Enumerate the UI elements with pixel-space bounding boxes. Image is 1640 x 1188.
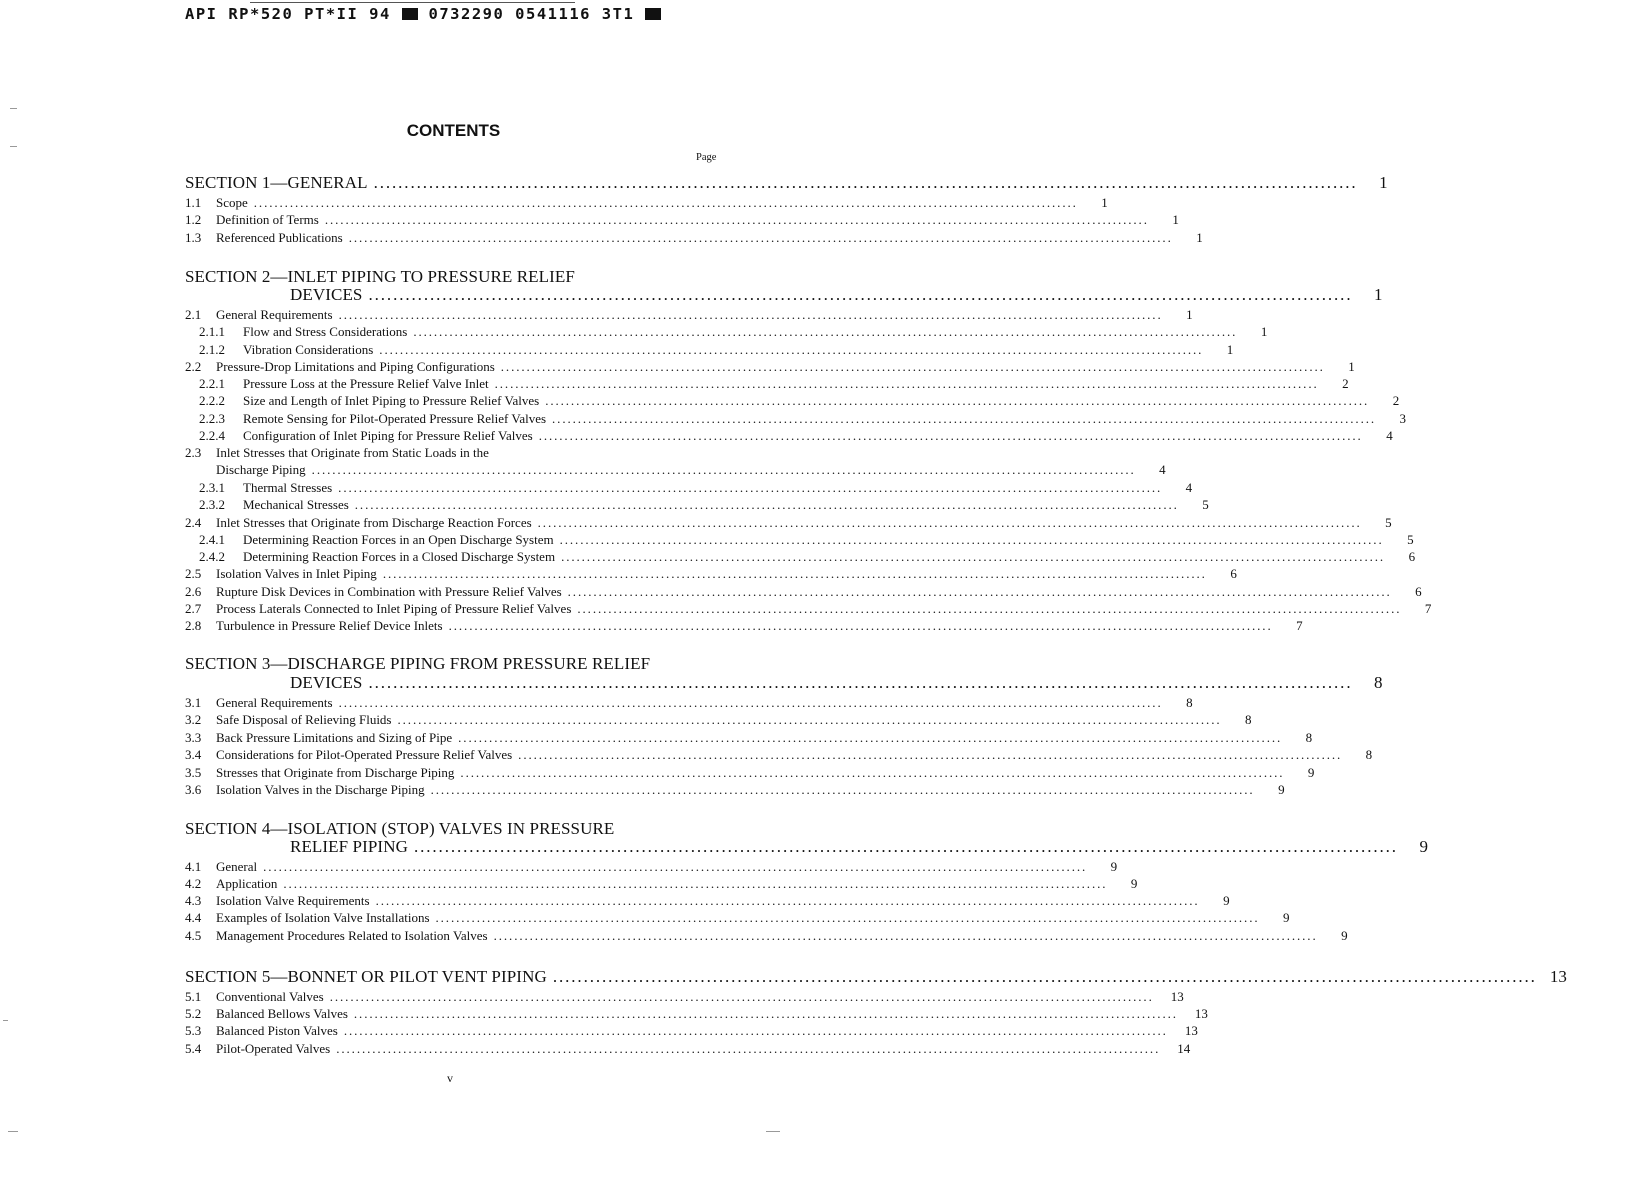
- toc-entry-page: 4: [1185, 480, 1193, 495]
- toc-entry-label: Management Procedures Related to Isolation Valves: [216, 928, 488, 943]
- toc-dot-leader: ................................................................................................................................................................: [336, 1041, 1161, 1056]
- toc-entry-label: Isolation Valves in Inlet Piping: [216, 566, 377, 581]
- page-number: v: [447, 1071, 453, 1085]
- toc-entry-page: 2: [1392, 393, 1400, 408]
- toc-dot-leader: ................................................................................................................................................................: [552, 411, 1377, 426]
- toc-entry-page: 13: [1184, 1023, 1198, 1038]
- toc-entry-number: 2.2.2: [199, 393, 225, 408]
- toc-entry: [185, 600, 1432, 617]
- toc-entry-label: Examples of Isolation Valve Installations: [216, 910, 430, 925]
- toc-dot-leader: ................................................................................................................................................................: [448, 618, 1273, 633]
- toc-entry-number: 2.1.1: [199, 324, 225, 339]
- toc-entry: [185, 892, 1230, 909]
- toc-entry: [185, 729, 1313, 746]
- toc-entry-number: 4.1: [185, 859, 202, 874]
- toc-dot-leader: ................................................................................................................................................................: [500, 359, 1325, 374]
- toc-entry-label: Definition of Terms: [216, 212, 319, 227]
- toc-entry-label: Thermal Stresses: [243, 480, 333, 495]
- toc-entry-number: 1.2: [185, 212, 202, 227]
- toc-dot-leader: ................................................................................................................................................................: [577, 601, 1402, 616]
- toc-entry-page: 9: [1307, 765, 1315, 780]
- toc-dot-leader: ................................................................................................................................................................: [263, 859, 1088, 874]
- scan-mark: [766, 1131, 780, 1132]
- toc-entry: [185, 392, 1400, 409]
- toc-entry: [185, 565, 1237, 582]
- toc-entry-label: Remote Sensing for Pilot-Operated Pressure Relief Valves: [243, 411, 547, 426]
- toc-entry-label: Referenced Publications: [216, 230, 343, 245]
- toc-entry-page: 1: [1172, 212, 1179, 227]
- toc-entry-number: 2.7: [185, 601, 202, 616]
- toc-entry-number: 2.5: [185, 566, 202, 581]
- toc-entry-page: 2: [1342, 376, 1349, 391]
- toc-entry-label: Balanced Piston Valves: [216, 1023, 338, 1038]
- toc-dot-leader: ................................................................................................................................................................: [397, 712, 1222, 727]
- toc-entry-label: SECTION 2—INLET PIPING TO PRESSURE RELIEF: [185, 267, 575, 286]
- toc-dot-leader: ................................................................................................................................................................: [311, 462, 1136, 477]
- toc-entry-number: 2.3.2: [199, 497, 225, 512]
- toc-entry-page: 8: [1373, 673, 1383, 692]
- toc-entry-page: 1: [1186, 307, 1193, 322]
- toc-entry-label: Application: [216, 876, 278, 891]
- toc-entry-number: 4.3: [185, 893, 202, 908]
- toc-entry-page: 1: [1379, 173, 1388, 192]
- toc-entry: [185, 548, 1416, 565]
- toc-entry: [185, 427, 1393, 444]
- toc-entry-page: 13: [1549, 967, 1567, 986]
- toc-entry: [185, 583, 1422, 600]
- toc-entry-label: Mechanical Stresses: [243, 497, 349, 512]
- toc-entry-page: 13: [1170, 989, 1184, 1004]
- toc-entry-page: 7: [1296, 618, 1303, 633]
- toc-entry-page: 9: [1341, 928, 1348, 943]
- toc-dot-leader: ................................................................................................................................................................: [435, 910, 1260, 925]
- toc-dot-leader: ................................................................................................................................................................: [283, 876, 1108, 891]
- toc-entry-page: 9: [1278, 782, 1285, 797]
- toc-entry-number: 5.3: [185, 1023, 202, 1038]
- toc-entry: [185, 211, 1179, 228]
- toc-entry-number: 2.1: [185, 307, 202, 322]
- toc-entry-number: 3.5: [185, 765, 202, 780]
- toc-entry: [185, 479, 1193, 496]
- toc-entry: [185, 819, 720, 839]
- toc-entry-label: Considerations for Pilot-Operated Pressure Relief Valves: [216, 747, 513, 762]
- toc-entry: [185, 858, 1118, 875]
- toc-entry-number: 2.2.1: [199, 376, 225, 391]
- toc-dot-leader: ................................................................................................................................................................: [338, 480, 1163, 495]
- scan-mark: [8, 1131, 18, 1132]
- toc-dot-leader: ................................................................................................................................................................: [253, 195, 1078, 210]
- toc-entry-page: 1: [1101, 195, 1108, 210]
- toc-entry-number: 2.4: [185, 515, 202, 530]
- page-title: CONTENTS: [406, 121, 501, 140]
- scan-mark: [10, 146, 17, 147]
- toc-dot-leader: ................................................................................................................................................................: [538, 428, 1363, 443]
- toc-dot-leader: ................................................................................................................................................................: [354, 497, 1179, 512]
- toc-entry: [185, 229, 1203, 246]
- toc-dot-leader: ................................................................................................................................................................: [494, 376, 1319, 391]
- toc-entry-number: 2.6: [185, 584, 202, 599]
- toc-dot-leader: ................................................................................................................................................................: [382, 566, 1207, 581]
- toc-entry-number: 5.2: [185, 1006, 202, 1021]
- toc-entry-label: Discharge Piping: [216, 462, 306, 477]
- toc-entry: [185, 837, 1428, 857]
- toc-entry-page: 6: [1415, 584, 1422, 599]
- toc-dot-leader: ................................................................................................................................................................: [545, 393, 1370, 408]
- toc-entry-number: 3.4: [185, 747, 202, 762]
- toc-entry-label: Balanced Bellows Valves: [216, 1006, 348, 1021]
- toc-entry-label: SECTION 1—GENERAL: [185, 173, 368, 192]
- toc-entry: [185, 673, 1383, 693]
- toc-entry: [185, 781, 1285, 798]
- toc-dot-leader: ................................................................................................................................................................: [559, 532, 1384, 547]
- toc-entry-label: Scope: [216, 195, 248, 210]
- toc-dot-leader: ................................................................................................................................................................: [561, 549, 1386, 564]
- toc-entry: [185, 496, 1209, 513]
- toc-entry-number: 3.3: [185, 730, 202, 745]
- toc-entry-label: Configuration of Inlet Piping for Pressure Relief Valves: [243, 428, 533, 443]
- toc-entry-label: Inlet Stresses that Originate from Discharge Reaction Forces: [216, 515, 532, 530]
- toc-entry-page: 6: [1408, 549, 1416, 564]
- toc-dot-leader: ................................................................................................................................................................: [324, 212, 1149, 227]
- toc-entry: [185, 173, 1388, 193]
- toc-entry: [185, 444, 720, 461]
- toc-entry: [185, 194, 1108, 211]
- toc-entry-page: 7: [1424, 601, 1432, 616]
- toc-dot-leader: ................................................................................................................................................................: [379, 342, 1204, 357]
- toc-entry-page: 1: [1226, 342, 1234, 357]
- toc-entry: [185, 358, 1355, 375]
- toc-entry-page: 9: [1419, 837, 1428, 856]
- toc-entry-page: 8: [1186, 695, 1193, 710]
- toc-entry-label: RELIEF PIPING: [290, 837, 408, 856]
- toc-entry: [185, 461, 1166, 478]
- toc-entry-page: 8: [1365, 747, 1373, 762]
- toc-entry-label: Stresses that Originate from Discharge Piping: [216, 765, 455, 780]
- toc-entry-label: General Requirements: [216, 307, 333, 322]
- toc-entry-label: SECTION 3—DISCHARGE PIPING FROM PRESSURE RELIEF: [185, 654, 651, 673]
- toc-entry: [185, 267, 720, 287]
- toc-entry: [185, 764, 1315, 781]
- toc-entry: [185, 285, 1383, 305]
- toc-entry-page: 3: [1399, 411, 1407, 426]
- toc-entry-label: Vibration Considerations: [243, 342, 374, 357]
- toc-entry-page: 5: [1385, 515, 1392, 530]
- toc-entry: [185, 617, 1303, 634]
- toc-entry-label: General Requirements: [216, 695, 333, 710]
- page-column-label: Page: [696, 152, 717, 163]
- toc-dot-leader: ................................................................................................................................................................: [338, 307, 1163, 322]
- toc-entry-number: 2.8: [185, 618, 202, 633]
- toc-entry-page: 13: [1194, 1006, 1208, 1021]
- toc-entry-page: 4: [1159, 462, 1166, 477]
- toc-entry-number: 2.2.3: [199, 411, 225, 426]
- toc-entry-label: Pilot-Operated Valves: [216, 1041, 331, 1056]
- toc-entry-label: Process Laterals Connected to Inlet Piping of Pressure Relief Valves: [216, 601, 572, 616]
- toc-entry: [185, 746, 1373, 763]
- toc-entry-page: 9: [1110, 859, 1118, 874]
- toc-entry-number: 4.5: [185, 928, 202, 943]
- toc-entry-page: 14: [1177, 1041, 1191, 1056]
- toc-entry-number: 2.1.2: [199, 342, 225, 357]
- header-numbers: 0732290 0541116 3T1: [428, 5, 635, 23]
- toc-entry-page: 9: [1130, 876, 1138, 891]
- toc-entry-page: 5: [1202, 497, 1209, 512]
- toc-entry: [185, 875, 1138, 892]
- toc-dot-leader: ................................................................................................................................................................: [353, 1006, 1178, 1021]
- toc-entry: [185, 711, 1252, 728]
- toc-dot-leader: ................................................................................................................................................................: [343, 1023, 1168, 1038]
- toc-entry-label: DEVICES: [290, 285, 363, 304]
- toc-entry-page: 1: [1260, 324, 1268, 339]
- toc-entry-label: Pressure Loss at the Pressure Relief Valve Inlet: [243, 376, 489, 391]
- toc-entry-number: 2.2.4: [199, 428, 225, 443]
- toc-entry-page: 8: [1245, 712, 1252, 727]
- toc-entry-label: Determining Reaction Forces in an Open Discharge System: [243, 532, 554, 547]
- toc-entry-number: 1.3: [185, 230, 202, 245]
- header-block-mark: [645, 8, 661, 20]
- toc-dot-leader: ................................................................................................................................................................: [460, 765, 1285, 780]
- toc-entry-page: 9: [1283, 910, 1290, 925]
- toc-dot-leader: ................................................................................................................................................................: [537, 515, 1362, 530]
- toc-entry-label: Rupture Disk Devices in Combination with Pressure Relief Valves: [216, 584, 562, 599]
- toc-entry: [185, 694, 1193, 711]
- toc-entry-label: Safe Disposal of Relieving Fluids: [216, 712, 392, 727]
- toc-dot-leader: ................................................................................................................................................................: [373, 173, 1358, 192]
- header-block-mark: [402, 8, 418, 20]
- toc-dot-leader: ................................................................................................................................................................: [552, 967, 1537, 986]
- toc-entry-label: DEVICES: [290, 673, 363, 692]
- toc-entry-number: 2.2: [185, 359, 202, 374]
- header-rule: [250, 2, 575, 3]
- toc-dot-leader: ................................................................................................................................................................: [348, 230, 1173, 245]
- toc-entry-label: Inlet Stresses that Originate from Static Loads in the: [216, 445, 489, 460]
- toc-entry-page: 1: [1196, 230, 1203, 245]
- toc-entry: [185, 1022, 1198, 1039]
- toc-entry-label: General: [216, 859, 258, 874]
- scan-mark: [10, 108, 17, 109]
- toc-entry-number: 3.2: [185, 712, 202, 727]
- toc-entry-page: 9: [1223, 893, 1230, 908]
- toc-entry-number: 3.6: [185, 782, 202, 797]
- header-code: API RP*520 PT*II 94: [185, 5, 391, 23]
- toc-entry: [185, 306, 1193, 323]
- toc-dot-leader: ................................................................................................................................................................: [368, 673, 1353, 692]
- document-header: [185, 5, 661, 23]
- toc-dot-leader: ................................................................................................................................................................: [493, 928, 1318, 943]
- toc-entry-label: SECTION 5—BONNET OR PILOT VENT PIPING: [185, 967, 547, 986]
- scan-mark: [3, 1020, 8, 1021]
- toc-entry-label: Isolation Valves in the Discharge Piping: [216, 782, 425, 797]
- toc-entry-label: Determining Reaction Forces in a Closed Discharge System: [243, 549, 556, 564]
- toc-entry: [185, 1040, 1191, 1057]
- toc-entry: [185, 323, 1268, 340]
- toc-entry-number: 2.3: [185, 445, 202, 460]
- toc-entry-label: Back Pressure Limitations and Sizing of Pipe: [216, 730, 453, 745]
- toc-entry-page: 1: [1373, 285, 1383, 304]
- toc-dot-leader: ................................................................................................................................................................: [430, 782, 1255, 797]
- toc-entry-label: Pressure-Drop Limitations and Piping Configurations: [216, 359, 495, 374]
- toc-entry-number: 3.1: [185, 695, 202, 710]
- toc-entry: [185, 341, 1234, 358]
- toc-dot-leader: ................................................................................................................................................................: [413, 324, 1238, 339]
- toc-entry-label: SECTION 4—ISOLATION (STOP) VALVES IN PRESSURE: [185, 819, 615, 838]
- toc-entry-number: 4.4: [185, 910, 202, 925]
- toc-dot-leader: ................................................................................................................................................................: [458, 730, 1283, 745]
- toc-entry: [185, 410, 1407, 427]
- toc-entry: [185, 514, 1392, 531]
- toc-entry-number: 1.1: [185, 195, 202, 210]
- toc-entry-number: 2.3.1: [199, 480, 225, 495]
- toc-entry-label: Flow and Stress Considerations: [243, 324, 408, 339]
- toc-dot-leader: ................................................................................................................................................................: [375, 893, 1200, 908]
- toc-entry-number: 2.4.2: [199, 549, 225, 564]
- toc-dot-leader: ................................................................................................................................................................: [368, 285, 1353, 304]
- toc-entry-label: Size and Length of Inlet Piping to Pressure Relief Valves: [243, 393, 540, 408]
- toc-entry-number: 4.2: [185, 876, 202, 891]
- toc-dot-leader: ................................................................................................................................................................: [413, 837, 1398, 856]
- toc-entry: [185, 1005, 1208, 1022]
- toc-entry: [185, 375, 1349, 392]
- toc-entry: [185, 654, 720, 674]
- toc-dot-leader: ................................................................................................................................................................: [567, 584, 1392, 599]
- toc-entry-page: 4: [1386, 428, 1393, 443]
- toc-entry-label: Isolation Valve Requirements: [216, 893, 370, 908]
- toc-dot-leader: ................................................................................................................................................................: [338, 695, 1163, 710]
- toc-entry-page: 6: [1230, 566, 1237, 581]
- toc-dot-leader: ................................................................................................................................................................: [329, 989, 1154, 1004]
- toc-entry: [185, 531, 1414, 548]
- toc-entry: [185, 909, 1290, 926]
- toc-entry-number: 2.4.1: [199, 532, 225, 547]
- toc-dot-leader: ................................................................................................................................................................: [518, 747, 1343, 762]
- toc-entry-label: Conventional Valves: [216, 989, 324, 1004]
- toc-entry-page: 1: [1348, 359, 1355, 374]
- toc-entry: [185, 988, 1184, 1005]
- toc-entry-number: 5.4: [185, 1041, 202, 1056]
- toc-entry-number: 5.1: [185, 989, 202, 1004]
- toc-entry: [185, 927, 1348, 944]
- toc-entry-label: Turbulence in Pressure Relief Device Inlets: [216, 618, 443, 633]
- toc-entry-page: 5: [1407, 532, 1414, 547]
- toc-entry-page: 8: [1305, 730, 1313, 745]
- toc-entry: [185, 967, 1567, 987]
